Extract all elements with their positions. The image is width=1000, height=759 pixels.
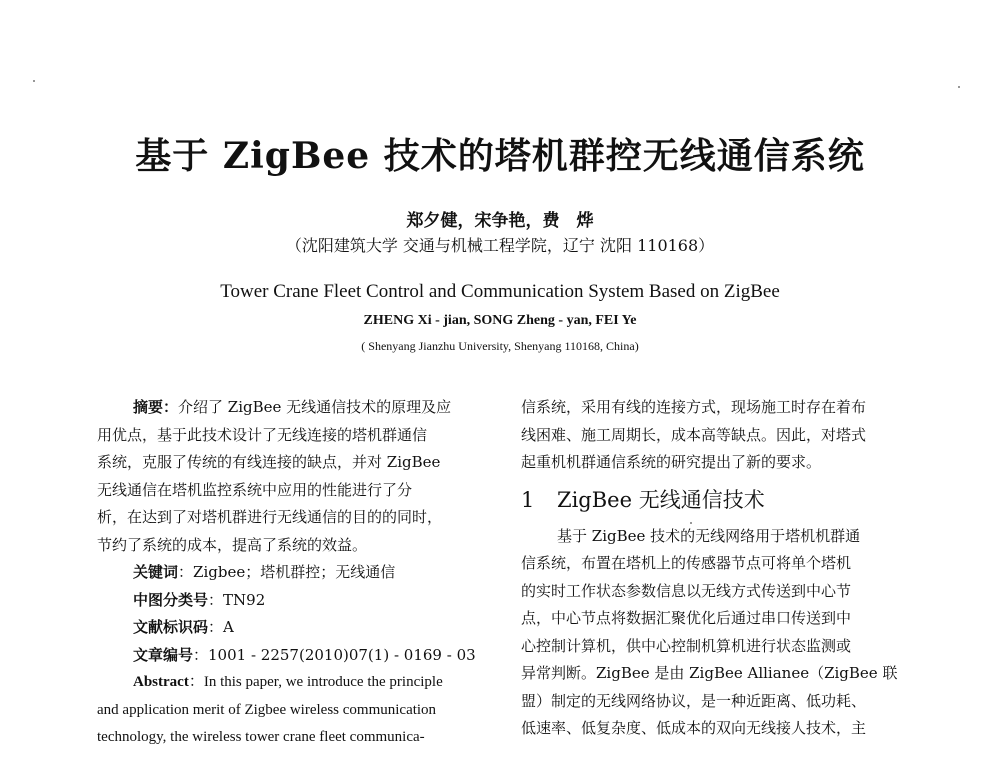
keywords-line [97, 559, 489, 587]
abstract-cn-label: 摘要： [133, 398, 179, 416]
section-heading [521, 477, 913, 523]
section-number: 1 [521, 487, 535, 512]
section-title: ZigBee 无线通信技术 [557, 487, 765, 512]
abstract-cn-line: 用优点，基于此技术设计了无线连接的塔机群通信 [97, 425, 428, 444]
body-line: 点，中心节点将数据汇聚优化后通过串口传送到中 [521, 609, 852, 627]
article-no-value: ：1001 - 2257(2010)07(1) - 0169 - 03 [193, 645, 476, 664]
abstract-en-line: and application merit of Zigbee wireless communication [97, 701, 437, 718]
body-line: 心控制计算机，供中心控制机算机进行状态监测或 [521, 636, 852, 655]
body-line: 低速率、低复杂度、低成本的双向无线接人技术，主 [521, 719, 867, 737]
body-line: 信系统，采用有线的连接方式，现场施工时存在着布 [521, 398, 867, 416]
page-title-en: Tower Crane Fleet Control and Communication System Based on ZigBee [220, 281, 780, 302]
body-line: 起重机机群通信系统的研究提出了新的要求。 [521, 453, 822, 471]
body-line: 盟）制定的无线网络协议，是一种近距离、低功耗、 [521, 691, 867, 710]
affiliation-en: ( Shenyang Jianzhu University, Shenyang 110168, China) [361, 339, 639, 353]
clc-value: ：TN92 [208, 590, 266, 609]
article-no-label: 文章编号 [133, 645, 194, 664]
abstract-cn-line: 析，在达到了对塔机群进行无线通信的目的的同时， [97, 508, 443, 526]
body-line: 的实时工作状态参数信息以无线方式传送到中心节 [521, 581, 852, 600]
body-line: 基于 ZigBee 技术的无线网络用于塔机机群通 [557, 526, 861, 545]
clc-label: 中图分类号 [133, 590, 209, 609]
body-line: 线困难、施工周期长，成本高等缺点。因此，对塔式 [521, 425, 867, 444]
abstract-en-line: technology, the wireless tower crane fleet communica- [97, 729, 425, 745]
keywords-label: 关键词 [133, 563, 179, 581]
doc-code-value: ：A [208, 618, 234, 636]
abstract-en-line: Abstract：In this paper, we introduce the principle [133, 674, 443, 690]
abstract-en-label: Abstract [133, 674, 189, 690]
body-line: 异常判断。ZigBee 是由 ZigBee Allianee（ZigBee 联 [521, 664, 898, 682]
keywords-value: ：Zigbee；塔机群控；无线通信 [178, 563, 396, 581]
doc-code-label: 文献标识码 [133, 618, 209, 636]
right-column [521, 394, 913, 743]
doc-code-line [97, 614, 489, 642]
affiliation-cn: （沈阳建筑大学 交通与机械工程学院，辽宁 沈阳 110168） [285, 236, 715, 255]
authors-cn: 郑夕健，宋争艳，费 烨 [406, 211, 594, 231]
abstract-cn-line: 摘要：介绍了 ZigBee 无线通信技术的原理及应 [133, 398, 452, 416]
left-column [97, 394, 489, 752]
abstract-cn-line: 系统，克服了传统的有线连接的缺点，并对 ZigBee [97, 453, 441, 471]
article-no-line [97, 642, 489, 670]
clc-line [97, 587, 489, 615]
abstract-cn-line: 节约了系统的成本，提高了系统的效益。 [97, 535, 368, 554]
scan-speck [958, 86, 960, 88]
scan-speck [33, 80, 35, 82]
page-title-cn: 基于 ZigBee 技术的塔机群控无线通信系统 [135, 135, 865, 177]
authors-en: ZHENG Xi - jian, SONG Zheng - yan, FEI Ye [363, 313, 637, 328]
abstract-cn-line: 无线通信在塔机监控系统中应用的性能进行了分 [97, 480, 413, 499]
body-line: 信系统，布置在塔机上的传感器节点可将单个塔机 [521, 554, 852, 572]
